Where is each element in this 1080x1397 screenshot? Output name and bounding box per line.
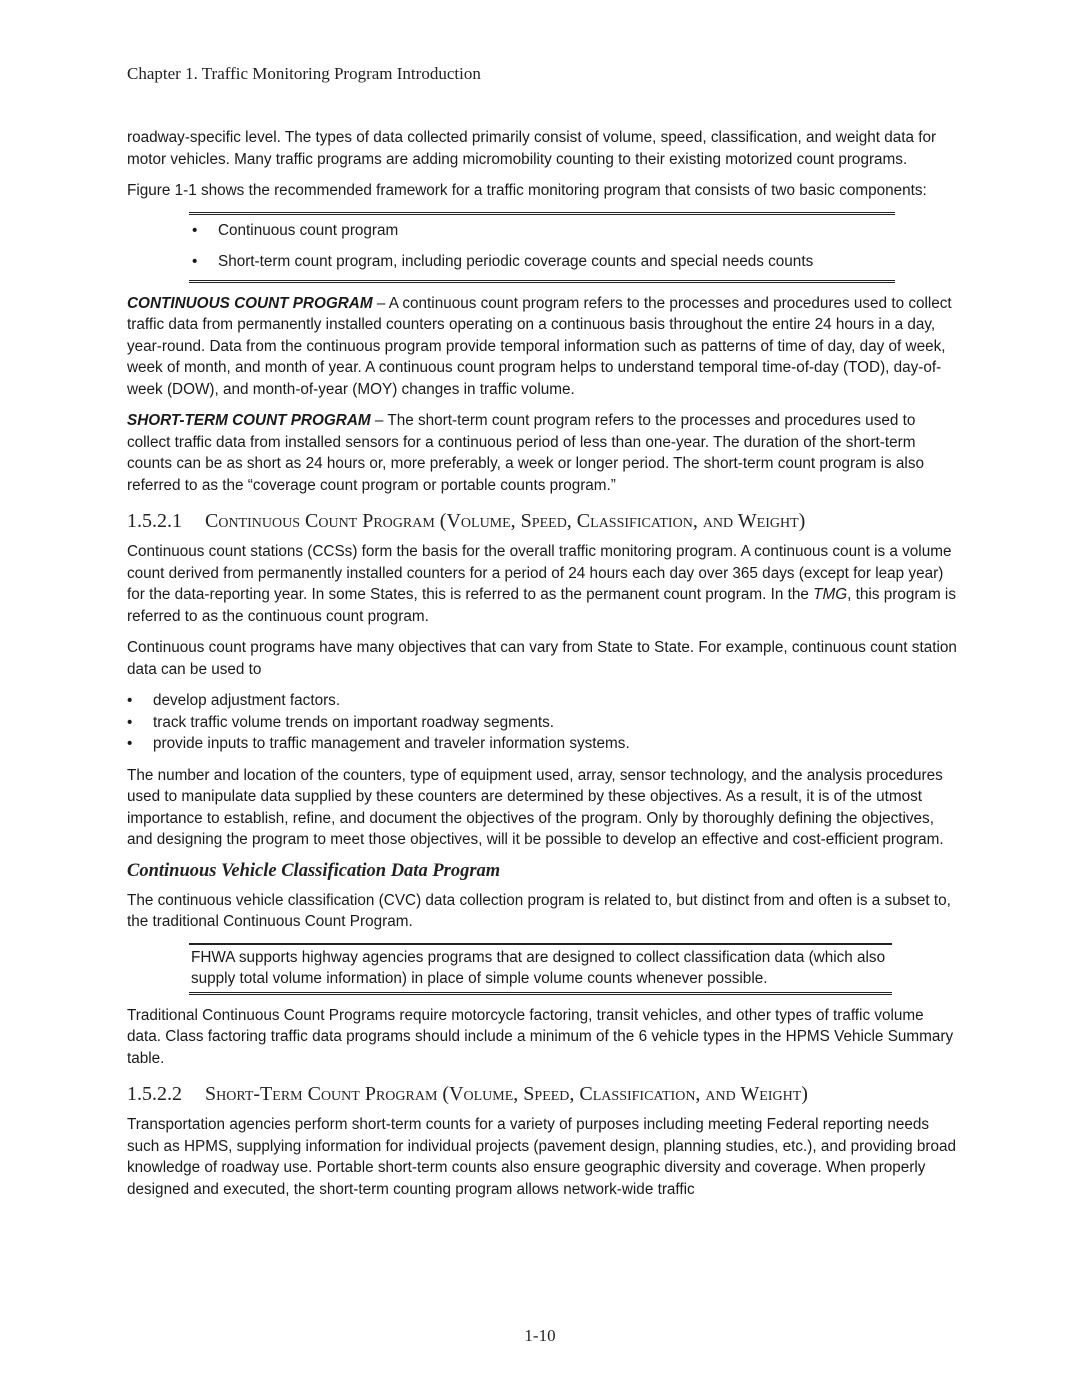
shortterm-definition: SHORT-TERM COUNT PROGRAM – The short-term count program refers to the processes and procedures used to collect traffic data from installed sensors for a continuous period of less than one-year. The duration of the short-term counts can be as short as 24 hours or, more preferably, a week or longer period. The short-term count program is also referred to as the “coverage count program or portable counts program.”: [127, 412, 924, 494]
section-heading-1522: [127, 1083, 957, 1106]
component-item: • Continuous count program: [189, 217, 895, 249]
definition-term: CONTINUOUS COUNT PROGRAM: [127, 294, 373, 312]
intro-paragraph-2: Figure 1-1 shows the recommended framework for a traffic monitoring program that consists of two basic components:: [127, 182, 927, 199]
component-item: • Short-term count program, including periodic coverage counts and special needs counts: [189, 248, 895, 280]
ccs-paragraph: Continuous count stations (CCSs) form the basis for the overall traffic monitoring program. A continuous count is a volume count derived from permanently installed counters for a period of 24 hours each day over 365 days (except for leap year) for the data-reporting year. In some States, this is referred to as the permanent count program. In the TMG, this program is referred to as the continuous count program.: [127, 543, 956, 625]
section-title: Short-Term Count Program (Volume, Speed, Classification, and Weight): [205, 1083, 808, 1105]
definition-term: SHORT-TERM COUNT PROGRAM: [127, 412, 371, 429]
section-heading-1521: [127, 510, 957, 533]
page-body: [127, 127, 957, 1210]
cvc-heading: Continuous Vehicle Classification Data Program: [127, 860, 501, 881]
bullet-icon: •: [127, 692, 133, 709]
list-item: • track traffic volume trends on important roadway segments.: [127, 712, 957, 734]
cvc-paragraph-1: The continuous vehicle classification (CVC) data collection program is related to, but distinct from and often is a subset to, the traditional Continuous Count Program.: [127, 891, 951, 930]
section-number: 1.5.2.1: [127, 510, 182, 532]
fhwa-note-box: FHWA supports highway agencies programs that are designed to collect classification data (which also supply total volume information) in place of simple volume counts whenever possible.: [189, 943, 892, 995]
cvc-paragraph-2: Traditional Continuous Count Programs require motorcycle factoring, transit vehicles, and other types of traffic volume data. Class factoring traffic data programs should include a minimum of the 6 vehicle types in the HPMS Vehicle Summary table.: [127, 1006, 954, 1067]
running-header: Chapter 1. Traffic Monitoring Program Introduction: [127, 64, 481, 83]
list-item: • provide inputs to traffic management and traveler information systems.: [127, 733, 957, 755]
section-title: Continuous Count Program (Volume, Speed, Classification, and Weight): [205, 510, 806, 532]
bullet-icon: •: [192, 221, 198, 239]
shortterm-paragraph: Transportation agencies perform short-term counts for a variety of purposes including meeting Federal reporting needs such as HPMS, supplying information for individual projects (pavement design, planning studies, etc.), and providing broad knowledge of roadway use. Portable short-term counts also ensure geographic diversity and coverage. When properly designed and executed, the short-term counting program allows network-wide traffic: [127, 1116, 957, 1198]
bullet-icon: •: [127, 735, 133, 752]
counters-paragraph: The number and location of the counters, type of equipment used, array, sensor technology, and the analysis procedures used to manipulate data supplied by these counters are determined by these objectives. As a result, it is of the utmost importance to establish, refine, and document the objectives of the program. Only by thoroughly defining the objectives, and designing the program to meet those objectives, will it be possible to develop an effective and cost-efficient program.: [127, 766, 944, 848]
bullet-icon: •: [127, 713, 133, 731]
page-number: 1-10: [524, 1326, 556, 1345]
continuous-definition: CONTINUOUS COUNT PROGRAM – A continuous count program refers to the processes and procedures used to collect traffic data from permanently installed counters operating on a continuous basis throughout the entire 24 hours in a day, year-round. Data from the continuous program provide temporal information such as patterns of time of day, day of week, week of month, and month of year. A continuous count program helps to understand temporal time-of-day (TOD), day-of-week (DOW), and month-of-year (MOY) changes in traffic volume.: [127, 294, 952, 398]
objectives-list: [127, 690, 957, 755]
intro-paragraph-1: roadway-specific level. The types of data collected primarily consist of volume, speed, classification, and weight data for motor vehicles. Many traffic programs are adding micromobility counting to their existing motorized count programs.: [127, 129, 937, 168]
list-item: • develop adjustment factors.: [127, 690, 957, 712]
bullet-icon: •: [192, 253, 198, 270]
objectives-paragraph: Continuous count programs have many objectives that can vary from State to State. For example, continuous count station data can be used to: [127, 639, 957, 678]
section-number: 1.5.2.2: [127, 1083, 182, 1105]
components-box: [189, 212, 895, 283]
